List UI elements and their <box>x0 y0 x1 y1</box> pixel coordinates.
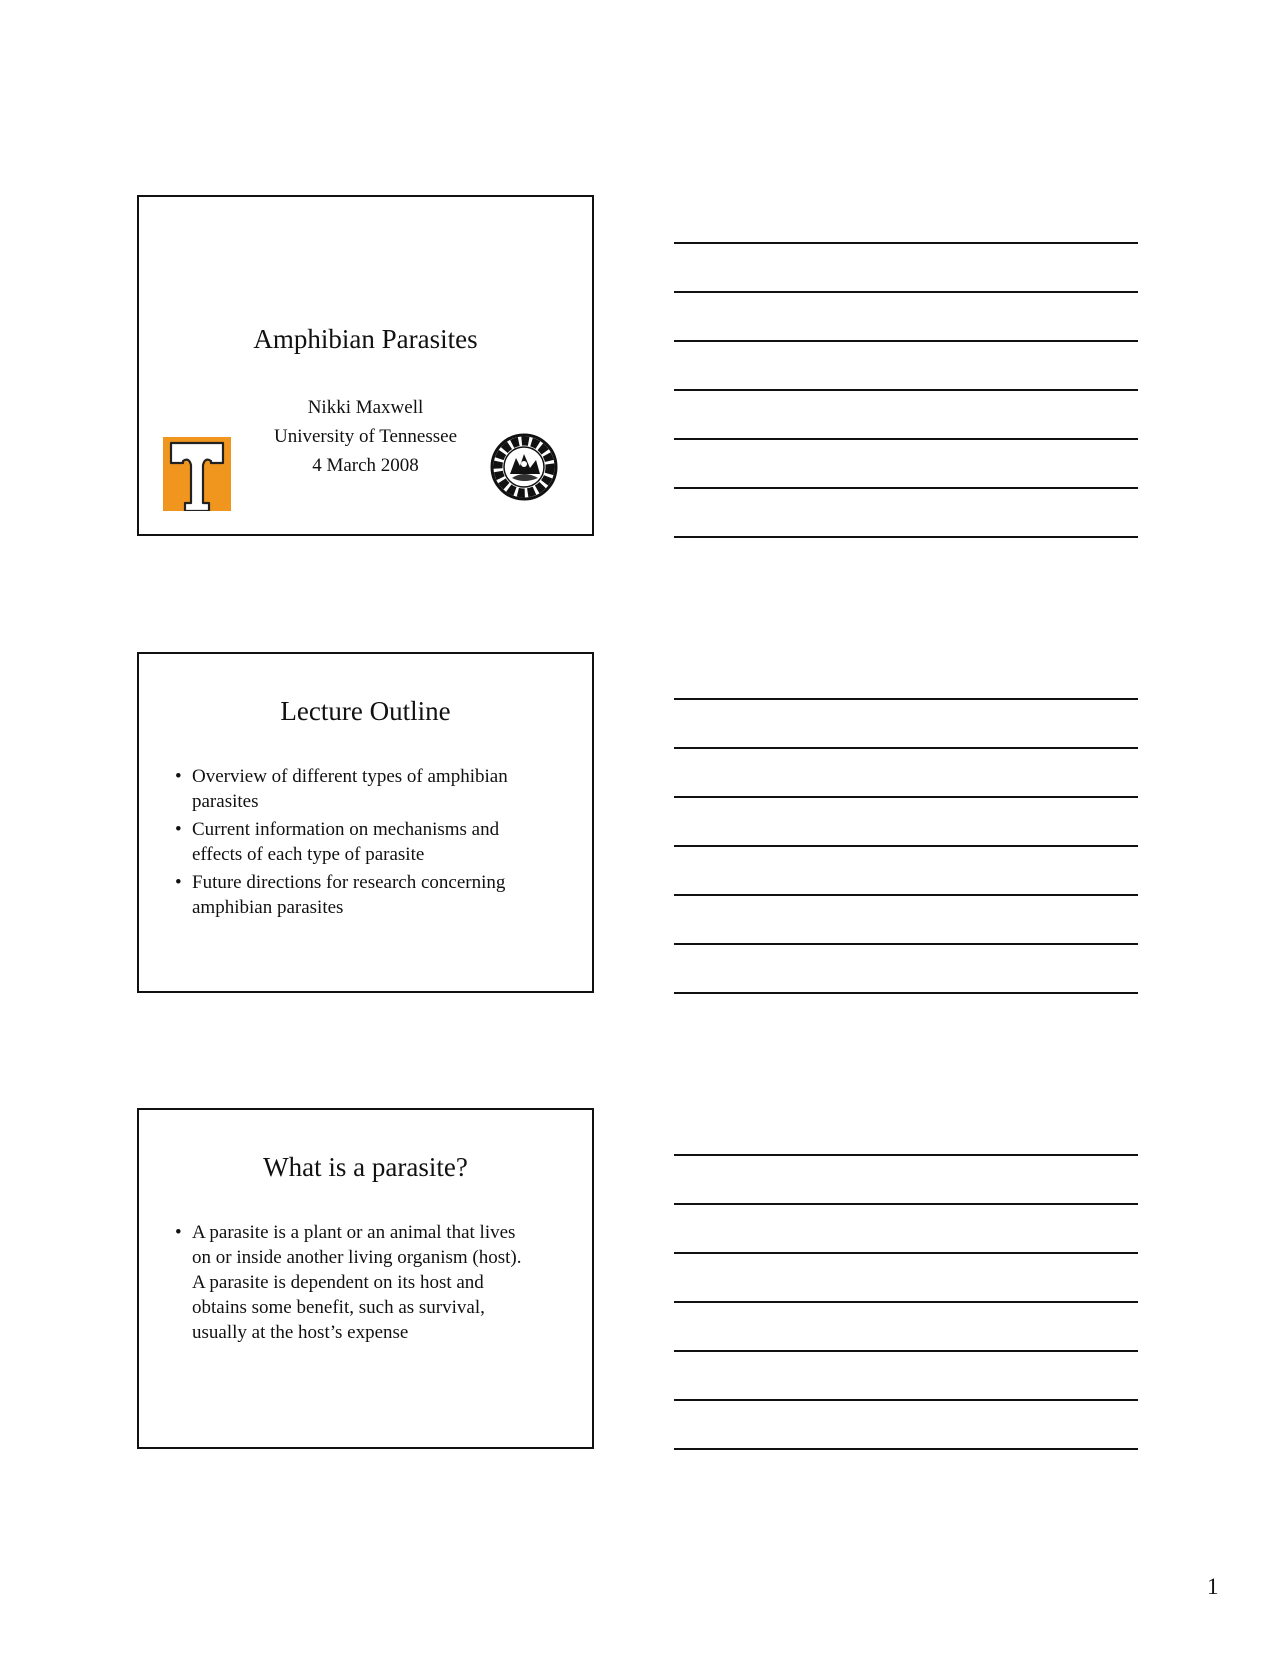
note-line <box>674 487 1138 489</box>
bullet-line: amphibian parasites <box>192 897 344 918</box>
note-line <box>674 894 1138 896</box>
bullet-line: on or inside another living organism (host). <box>192 1247 522 1268</box>
slide-2-bullet-list <box>175 764 564 923</box>
bullet-item <box>175 764 564 814</box>
note-line <box>674 1448 1138 1450</box>
note-line <box>674 992 1138 994</box>
note-line <box>674 1350 1138 1352</box>
date: 4 March 2008 <box>312 455 419 476</box>
bullet-item <box>175 870 564 920</box>
note-line <box>674 747 1138 749</box>
note-line <box>674 698 1138 700</box>
note-line <box>674 796 1138 798</box>
note-line <box>674 1154 1138 1156</box>
note-line <box>674 389 1138 391</box>
bullet-line: A parasite is a plant or an animal that lives <box>192 1222 516 1243</box>
slide-3-title: What is a parasite? <box>263 1152 468 1182</box>
note-line <box>674 845 1138 847</box>
institution: University of Tennessee <box>274 426 457 447</box>
bullet-dot: • <box>175 872 182 893</box>
bullet-dot: • <box>175 819 182 840</box>
note-line <box>674 1301 1138 1303</box>
bullet-item <box>175 1220 564 1345</box>
note-line <box>674 1399 1138 1401</box>
slide-2-title: Lecture Outline <box>280 696 451 726</box>
bullet-line: parasites <box>192 791 259 812</box>
note-line <box>674 438 1138 440</box>
bullet-dot: • <box>175 1222 182 1243</box>
note-line <box>674 291 1138 293</box>
bullet-line: A parasite is dependent on its host and <box>192 1272 484 1293</box>
ut-t-logo-icon <box>163 437 231 511</box>
note-line <box>674 943 1138 945</box>
bullet-line: effects of each type of parasite <box>192 844 425 865</box>
slide-2 <box>137 652 594 993</box>
bullet-dot: • <box>175 766 182 787</box>
slide-3 <box>137 1108 594 1449</box>
note-line <box>674 536 1138 538</box>
note-line <box>674 242 1138 244</box>
slide-1 <box>137 195 594 536</box>
bullet-line: Future directions for research concerning <box>192 872 506 893</box>
bullet-line: obtains some benefit, such as survival, <box>192 1297 485 1318</box>
slide-3-bullet-list <box>175 1220 564 1348</box>
bullet-item <box>175 817 564 867</box>
forestry-wildlife-fisheries-seal-icon <box>490 430 558 504</box>
note-line <box>674 1252 1138 1254</box>
bullet-line: Current information on mechanisms and <box>192 819 500 840</box>
author-name: Nikki Maxwell <box>307 397 424 418</box>
bullet-line: Overview of different types of amphibian <box>192 766 508 787</box>
slide-1-title: Amphibian Parasites <box>253 324 478 354</box>
note-line <box>674 340 1138 342</box>
bullet-line: usually at the host’s expense <box>192 1322 409 1343</box>
note-line <box>674 1203 1138 1205</box>
page-number: 1 <box>1207 1574 1219 1599</box>
